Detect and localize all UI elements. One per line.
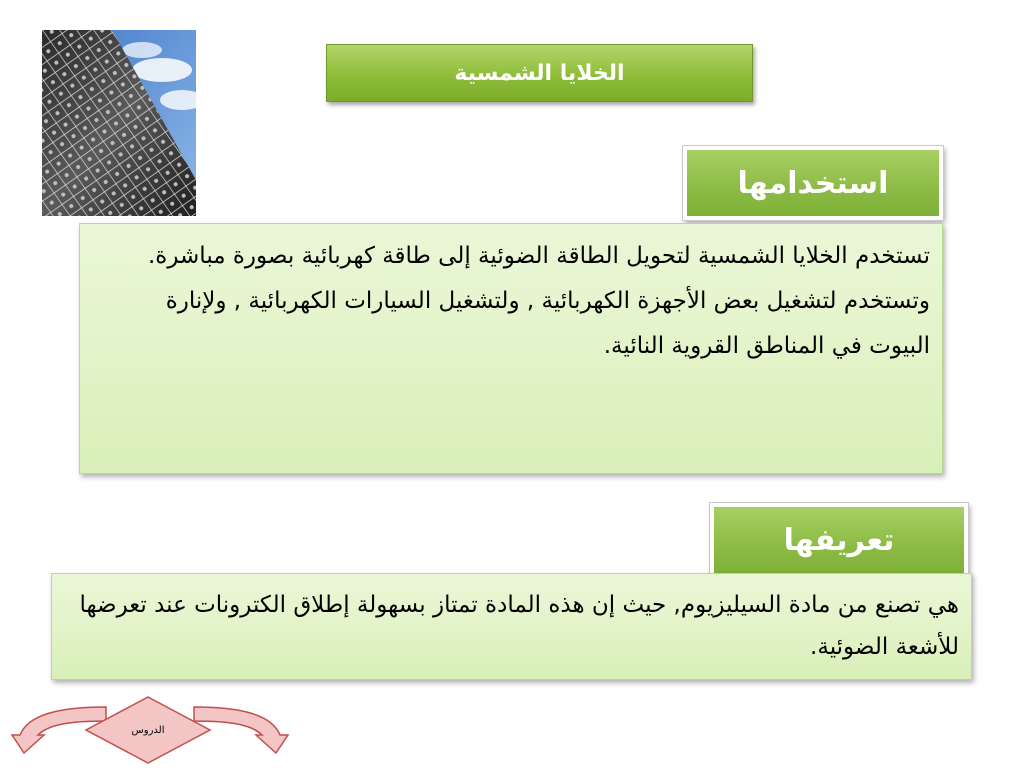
definition-content-box — [51, 573, 972, 680]
usage-heading-text: استخدامها — [737, 165, 889, 201]
usage-content-box — [79, 223, 943, 474]
slide-title-text: الخلايا الشمسية — [454, 60, 625, 86]
usage-heading — [683, 146, 943, 220]
slide-title — [326, 44, 753, 102]
solar-panel-photo — [42, 30, 196, 216]
lesson-navigation — [8, 695, 292, 765]
usage-paragraph-2: وتستخدم لتشغيل بعض الأجهزة الكهربائية , ولتشغيل السيارات الكهربائية , ولإنارة البيوت في المناطق القروية النائية. — [165, 288, 930, 359]
usage-paragraph-1: تستخدم الخلايا الشمسية لتحويل الطاقة الضوئية إلى طاقة كهربائية بصورة مباشرة. — [147, 243, 930, 269]
definition-text: هي تصنع من مادة السيليزيوم, حيث إن هذه المادة تمتاز بسهولة إطلاق الكترونات عند تعرضها للأشعة الضوئية. — [79, 592, 959, 660]
definition-heading-text: تعريفها — [783, 522, 895, 558]
definition-heading — [710, 503, 968, 577]
curved-arrow-right-icon[interactable] — [192, 705, 292, 759]
lessons-menu-label: الدروس — [131, 724, 165, 736]
